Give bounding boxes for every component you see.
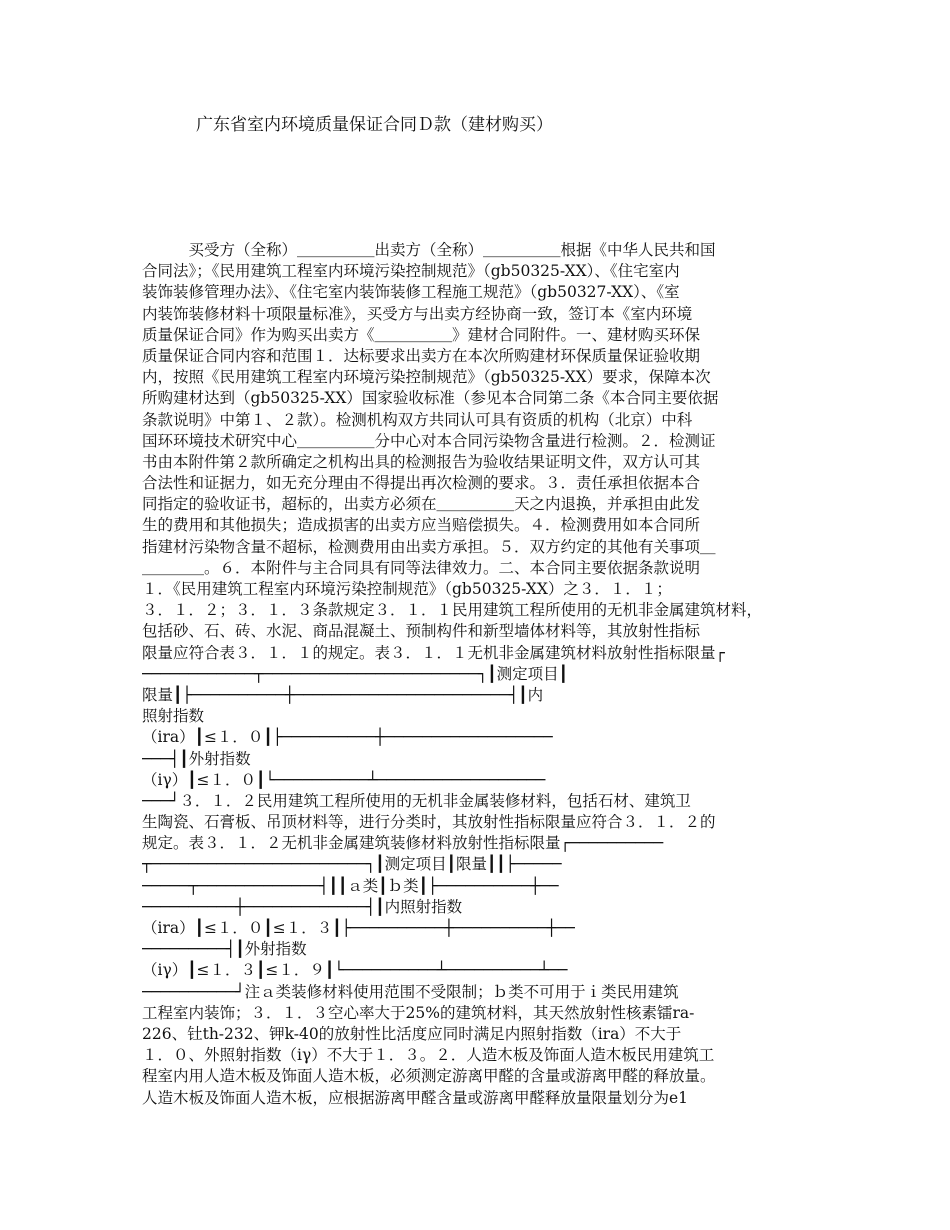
body-line: ┬───────────────────────┐┃测定项目┃限量┃┃├─────	[142, 855, 562, 874]
body-line: ─────┬─────────────┤┃┃ａ类┃ｂ类┃├──────────┼──	[142, 876, 559, 895]
body-line: 国环环境技术研究中心＿＿＿＿＿分中心对本合同污染物含量进行检测。２．检测证	[142, 431, 716, 450]
body-line: 书由本附件第２款所确定之机构出具的检测报告为验收结果证明文件，双方认可其	[142, 452, 701, 471]
body-line: 买受方（全称）＿＿＿＿＿出卖方（全称）＿＿＿＿＿根据《中华人民共和国	[142, 241, 716, 259]
body-line: 同指定的验收证书，超标的，出卖方必须在＿＿＿＿＿天之内退换，并承担由此发	[142, 495, 701, 514]
body-line: ──────────┘注ａ类装修材料使用范围不受限制；ｂ类不可用于ｉ类民用建筑	[142, 982, 679, 1001]
body-line: 指建材污染物含量不超标，检测费用由出卖方承担。５．双方约定的其他有关事项＿	[142, 537, 716, 556]
body-line: （iγ）┃≤１．３┃≤１．９┃└──────────┴──────────┴──	[142, 961, 568, 980]
body-line: 包括砂、石、砖、水泥、商品混凝土、预制构件和新型墙体材料等，其放射性指标	[142, 622, 701, 641]
body-line: 装饰装修管理办法》、《住宅室内装饰装修工程施工规范》（gb50327-XX）、《室	[142, 283, 680, 302]
body-line: 生陶瓷、石膏板、吊顶材料等，进行分类时，其放射性指标限量应符合３．１．２的	[142, 813, 716, 832]
body-line: ──────────┼─────────────┤┃内照射指数	[142, 897, 463, 916]
body-line: 程室内用人造木板及饰面人造木板，必须测定游离甲醛的含量或游离甲醛的释放量。	[142, 1067, 716, 1086]
body-line: 条款说明》中第１、２款）。检测机构双方共同认可具有资质的机构（北京）中科	[142, 410, 693, 429]
body-line: 规定。表３．１．２无机非金属建筑装修材料放射性指标限量┌──────────	[142, 834, 664, 853]
body-line: 内装饰装修材料十项限量标准》，买受方与出卖方经协商一致，签订本《室内环境	[142, 304, 693, 323]
body-line: 限量应符合表３．１．１的规定。表３．１．１无机非金属建筑材料放射性指标限量┌	[142, 643, 725, 662]
body-line: 所购建材达到（gb50325-XX）国家验收标准（参见本合同第二条《本合同主要依据	[142, 389, 719, 408]
body-line: ３．１．２；３．１．３条款规定３．１．１民用建筑工程所使用的无机非金属建筑材料，	[142, 601, 763, 620]
body-line: 生的费用和其他损失；造成损害的出卖方应当赔偿损失。４．检测费用如本合同所	[142, 516, 701, 535]
body-line: 质量保证合同》作为购买出卖方《＿＿＿＿＿》建材合同附件。一、建材购买环保	[142, 325, 701, 344]
body-line: １．《民用建筑工程室内环境污染控制规范》（gb50325-XX）之３．１．１；	[142, 580, 672, 598]
body-line: 质量保证合同内容和范围１．达标要求出卖方在本次所购建材环保质量保证验收期	[142, 346, 701, 365]
body-line: ─────────┤┃外射指数	[142, 940, 307, 959]
document-body	[142, 240, 822, 1109]
body-line: 内，按照《民用建筑工程室内环境污染控制规范》（gb50325-XX）要求，保障本次	[142, 368, 711, 387]
body-line: 合法性和证据力，如无充分理由不得提出再次检测的要求。３．责任承担依据本合	[142, 474, 701, 493]
page-title: 广东省室内环境质量保证合同Ｄ款（建材购买）	[196, 115, 553, 135]
body-line: ＿＿＿＿。６．本附件与主合同具有同等法律效力。二、本合同主要依据条款说明	[142, 558, 701, 577]
body-line: 合同法》；《民用建筑工程室内环境污染控制规范》（gb50325-XX）、《住宅室内	[142, 262, 680, 281]
body-line: 限量┃├──────────┼───────────────────────┤┃内	[142, 685, 544, 704]
body-line: （ira）┃≤１．０┃├──────────┼──────────────────	[142, 728, 553, 747]
body-line: 工程室内装饰；３．１．３空心率大于25%的建筑材料，其天然放射性核素镭ra-	[142, 1003, 695, 1022]
body-line: （ira）┃≤１．０┃≤１．３┃├──────────┼──────────┼──	[142, 919, 575, 937]
body-line: 人造木板及饰面人造木板，应根据游离甲醛含量或游离甲醛释放量限量划分为e1	[142, 1088, 689, 1107]
body-line: 226、钍th-232、钾k-40的放射性比活度应同时满足内照射指数（ira）不大于	[142, 1024, 682, 1043]
body-line: （iγ）┃≤１．０┃└──────────┴──────────────────	[142, 770, 546, 789]
body-line: ───┤┃外射指数	[142, 749, 251, 768]
body-line: １．０、外照射指数（iγ）不大于１．３。２．人造木板及饰面人造木板民用建筑工	[142, 1046, 715, 1065]
body-line: ────────────┬───────────────────────┐┃测定项目┃	[142, 664, 568, 683]
body-line: 照射指数	[142, 707, 205, 726]
body-line: ───┘３．１．２民用建筑工程所使用的无机非金属装修材料，包括石材、建筑卫	[142, 791, 691, 810]
